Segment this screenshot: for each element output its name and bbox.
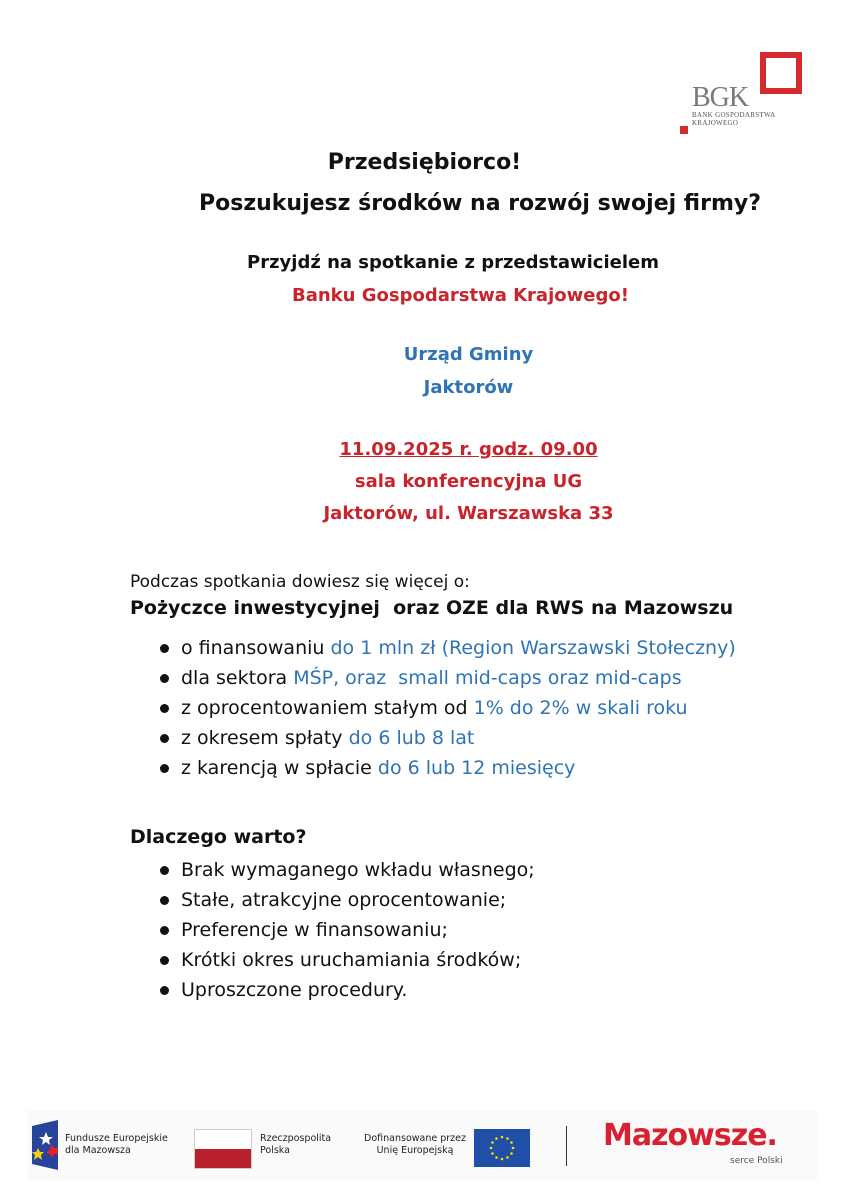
list-item: Stałe, atrakcyjne oprocentowanie; <box>155 885 535 915</box>
list-item: Brak wymaganego wkładu własnego; <box>155 855 535 885</box>
list-item: z okresem spłaty do 6 lub 8 lat <box>155 723 736 753</box>
list-item: o finansowaniu do 1 mln zł (Region Warszawski Stołeczny) <box>155 633 736 663</box>
bgk-logo <box>680 52 800 136</box>
why-title: Dlaczego warto? <box>130 826 307 848</box>
rp-label: Rzeczpospolita Polska <box>260 1133 332 1156</box>
info-list <box>155 633 736 783</box>
polish-flag-icon <box>194 1129 252 1169</box>
footer-divider <box>566 1126 567 1166</box>
fe-label: Fundusze Europejskie dla Mazowsza <box>65 1133 168 1156</box>
heading-line2: Poszukujesz środków na rozwój swojej firmy? <box>198 191 761 216</box>
list-item: Krótki okres uruchamiania środków; <box>155 945 535 975</box>
logo-subtitle-line2: KRAJOWEGO <box>692 119 739 127</box>
place-line2: Jaktorów <box>423 377 514 398</box>
event-address: Jaktorów, ul. Warszawska 33 <box>323 503 614 524</box>
fundusze-europejskie-icon <box>32 1120 58 1170</box>
event-room: sala konferencyjna UG <box>354 471 583 492</box>
list-item: Preferencje w finansowaniu; <box>155 915 535 945</box>
heading-line1: Przedsiębiorco! <box>327 150 522 175</box>
why-list <box>155 855 535 1005</box>
list-item: z oprocentowaniem stałym od 1% do 2% w skali roku <box>155 693 736 723</box>
info-title: Pożyczce inwestycyjnej oraz OZE dla RWS na Mazowszu <box>130 597 734 619</box>
logo-square-icon <box>760 52 802 94</box>
invite-line1: Przyjdź na spotkanie z przedstawicielem <box>247 252 659 273</box>
footer-logos <box>28 1110 818 1180</box>
logo-brand: BGK <box>692 82 749 113</box>
eu-flag-icon <box>474 1129 530 1167</box>
logo-subtitle-line1: BANK GOSPODARSTWA <box>692 111 776 119</box>
list-item: dla sektora MŚP, oraz small mid-caps oraz mid-caps <box>155 663 736 693</box>
logo-subtitle <box>692 111 775 127</box>
list-item: z karencją w spłacie do 6 lub 12 miesięcy <box>155 753 736 783</box>
eu-label: Dofinansowane przez Unię Europejską <box>364 1133 466 1156</box>
info-intro: Podczas spotkania dowiesz się więcej o: <box>130 572 470 592</box>
list-item: Uproszczone procedury. <box>155 975 535 1005</box>
event-datetime: 11.09.2025 r. godz. 09.00 <box>339 439 598 460</box>
place-line1: Urząd Gminy <box>403 344 534 365</box>
mazowsze-logo: Mazowsze. <box>603 1118 777 1153</box>
invite-line2: Banku Gospodarstwa Krajowego! <box>292 285 629 306</box>
logo-dot-icon <box>680 126 688 134</box>
mazowsze-tagline: serce Polski <box>730 1156 783 1166</box>
